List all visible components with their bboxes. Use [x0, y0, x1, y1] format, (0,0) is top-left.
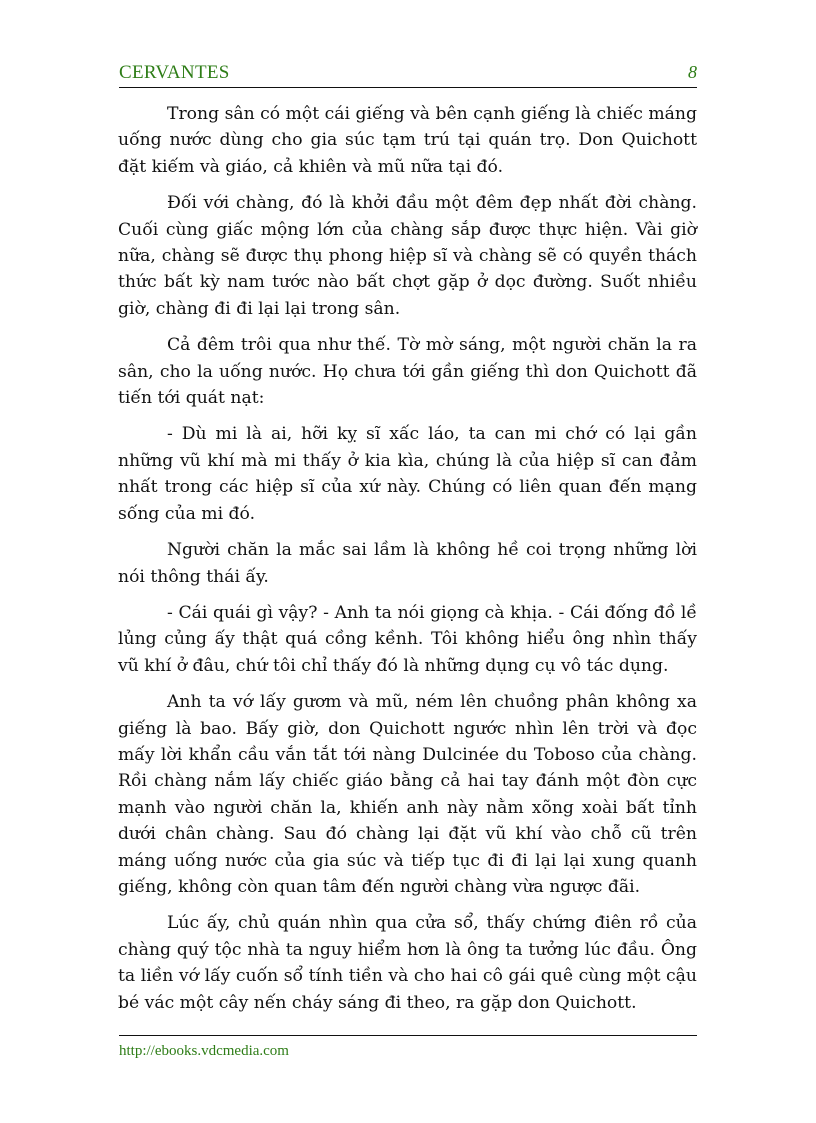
paragraph: Cả đêm trôi qua như thế. Tờ mờ sáng, một người chăn la ra sân, cho la uống nước. Họ chưa tới gần giếng thì don Quichott đã tiến tới quát nạt:: [118, 335, 697, 409]
paragraph: Người chăn la mắc sai lầm là không hề coi trọng những lời nói thông thái ấy.: [118, 540, 697, 587]
header-divider: [119, 87, 697, 88]
paragraph: Lúc ấy, chủ quán nhìn qua cửa sổ, thấy chứng điên rồ của chàng quý tộc nhà ta nguy hiểm hơn là ông ta tưởng lúc đầu. Ông ta liền vớ lấy cuốn sổ tính tiền và cho hai cô gái quê cùng một cậu bé vác một cây nến cháy sáng đi theo, ra gặp don Quichott.: [118, 913, 697, 1013]
page-body: [118, 101, 697, 1026]
page-number: 8: [688, 62, 697, 82]
paragraph: - Cái quái gì vậy? - Anh ta nói giọng cà khịa. - Cái đống đồ lề lủng củng ấy thật quá cồng kềnh. Tôi không hiểu ông nhìn thấy vũ khí ở đâu, chứ tôi chỉ thấy đó là những dụng cụ vô tác dụng.: [118, 602, 697, 676]
paragraph: - Dù mi là ai, hỡi kỵ sĩ xấc láo, ta can mi chớ có lại gần những vũ khí mà mi thấy ở kia kìa, chúng là của hiệp sĩ can đảm nhất trong các hiệp sĩ của xứ này. Chúng có liên quan đến mạng sống của mi đó.: [118, 424, 697, 524]
book-title: CERVANTES: [119, 62, 230, 83]
footer-url-link[interactable]: http://ebooks.vdcmedia.com: [119, 1043, 289, 1059]
paragraph: Trong sân có một cái giếng và bên cạnh giếng là chiếc máng uống nước dùng cho gia súc tạm trú tại quán trọ. Don Quichott đặt kiếm và giáo, cả khiên và mũ nữa tại đó.: [118, 104, 697, 177]
page-header: [119, 62, 697, 86]
paragraph: Đối với chàng, đó là khởi đầu một đêm đẹp nhất đời chàng. Cuối cùng giấc mộng lớn của chàng sắp được thực hiện. Vài giờ nữa, chàng sẽ được thụ phong hiệp sĩ và chàng sẽ có quyền thách thức bất kỳ nam tước nào bất chợt gặp ở dọc đường. Suốt nhiều giờ, chàng đi đi lại lại trong sân.: [118, 193, 697, 319]
paragraph: Anh ta vớ lấy gươm và mũ, ném lên chuồng phân không xa giếng là bao. Bấy giờ, don Quichott ngước nhìn lên trời và đọc mấy lời khẩn cầu vắn tắt tới nàng Dulcinée du Toboso của chàng. Rồi chàng nắm lấy chiếc giáo bằng cả hai tay đánh một đòn cực mạnh vào người chăn la, khiến anh này nằm xõng xoài bất tỉnh dưới chân chàng. Sau đó chàng lại đặt vũ khí vào chỗ cũ trên máng uống nước của gia súc và tiếp tục đi đi lại lại xung quanh giếng, không còn quan tâm đến người chàng vừa ngược đãi.: [118, 692, 697, 897]
footer-divider: [119, 1035, 697, 1036]
